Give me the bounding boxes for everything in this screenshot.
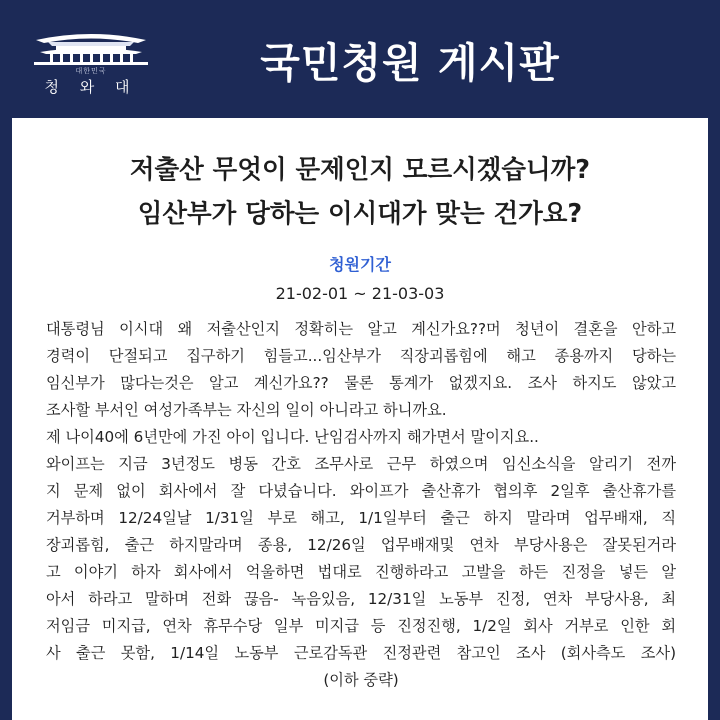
body-line: 사 출근 못함, 1/14일 노동부 근로감독관 진정관련 참고인 조사 (회사측도 조사)	[46, 644, 676, 662]
cheongwadae-logo	[26, 26, 156, 96]
body-line: 고 이야기 하자 회사에서 억울하면 법대로 진행하라고 고발을 하든 진정을 넣든 알	[46, 563, 676, 581]
body-line-omitted: (이하 중략)	[323, 671, 399, 689]
body-line: 지 문제 없이 회사에서 잘 다녔습니다. 와이프가 출산휴가 협의후 2일후 출산휴가를	[46, 482, 676, 500]
petition-content	[12, 118, 708, 720]
logo-name: 청 와 대	[44, 78, 138, 96]
board-title: 국민청원 게시판	[260, 39, 560, 87]
body-line: 임신부가 많다는것은 알고 계신가요?? 물론 통계가 없겠지요. 조사 하지도 않았고	[46, 374, 676, 392]
body-line: 아서 하라고 말하며 전화 끊음- 녹음있음, 12/31일 노동부 진정, 연차 부당사용, 최	[46, 590, 676, 608]
body-line: 조사할 부서인 여성가족부는 자신의 일이 아니라고 하니까요.	[46, 401, 447, 419]
blue-house-icon	[26, 26, 156, 66]
body-line: 제 나이40에 6년만에 가진 아이 입니다. 난임검사까지 해가면서 말이지요..	[46, 428, 539, 446]
body-line: 거부하며 12/24일날 1/31일 부로 해고, 1/1일부터 출근 하지 말라며 업무배재, 직	[46, 509, 676, 527]
body-line: 와이프는 지금 3년정도 병동 간호 조무사로 근무 하였으며 임신소식을 알리기 전까	[46, 455, 676, 473]
body-line: 경력이 단절되고 집구하기 힘들고...임산부가 직장괴롭힘에 해고 종용까지 당하는	[46, 347, 676, 365]
period-label: 청원기간	[329, 255, 391, 274]
logo-subtitle: 대한민국	[75, 67, 107, 75]
body-line: 장괴롭힘, 출근 하지말라며 종용, 12/26일 업무배재및 연차 부당사용은 잘못된거라	[46, 536, 676, 554]
petition-title-line2: 임산부가 당하는 이시대가 맞는 건가요?	[137, 199, 583, 229]
petition-title-line1: 저출산 무엇이 문제인지 모르시겠습니까?	[129, 155, 591, 185]
period-value: 21-02-01 ~ 21-03-03	[275, 284, 445, 303]
body-line: 저임금 미지급, 연차 휴무수당 일부 미지급 등 진정진행, 1/2일 회사 거부로 인한 회	[46, 617, 676, 635]
header-bar	[0, 0, 720, 118]
body-line: 대통령님 이시대 왜 저출산인지 정확히는 알고 계신가요??머 청년이 결혼을 안하고	[46, 320, 676, 338]
petition-body	[46, 316, 676, 694]
petition-title	[12, 148, 708, 236]
